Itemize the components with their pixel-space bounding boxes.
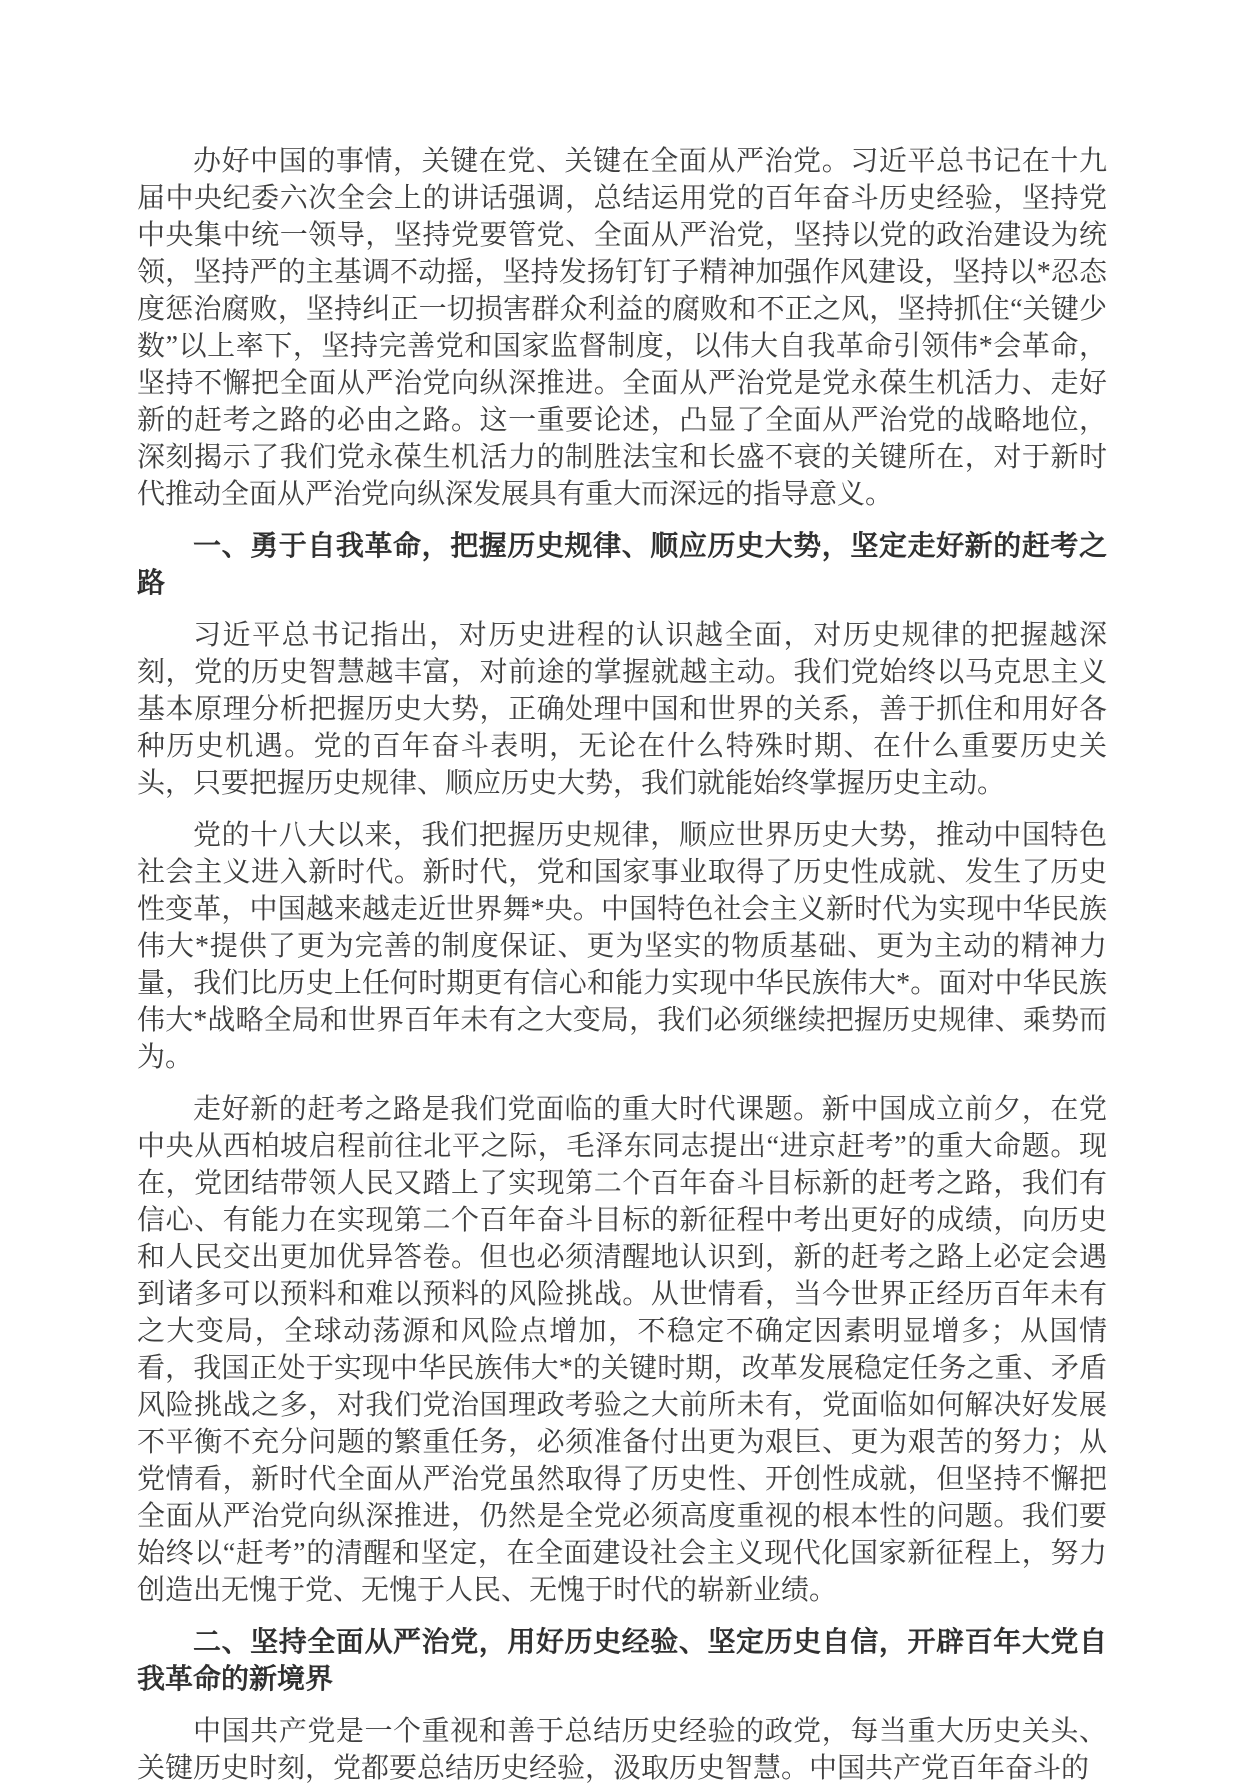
body-paragraph: 走好新的赶考之路是我们党面临的重大时代课题。新中国成立前夕，在党中央从西柏坡启程前往北平之际，毛泽东同志提出“进京赶考”的重大命题。现在，党团结带领人民又踏上了实现第二个百年奋斗目标新的赶考之路，我们有信心、有能力在实现第二个百年奋斗目标的新征程中考出更好的成绩，向历史和人民交出更加优异答卷。但也必须清醒地认识到，新的赶考之路上必定会遇到诸多可以预料和难以预料的风险挑战。从世情看，当今世界正经历百年未有之大变局，全球动荡源和风险点增加，不稳定不确定因素明显增多；从国情看，我国正处于实现中华民族伟大*的关键时期，改革发展稳定任务之重、矛盾风险挑战之多，对我们党治国理政考验之大前所未有，党面临如何解决好发展不平衡不充分问题的繁重任务，必须准备付出更为艰巨、更为艰苦的努力；从党情看，新时代全面从严治党虽然取得了历史性、开创性成就，但坚持不懈把全面从严治党向纵深推进，仍然是全党必须高度重视的根本性的问题。我们要始终以“赶考”的清醒和坚定，在全面建设社会主义现代化国家新征程上，努力创造出无愧于党、无愧于人民、无愧于时代的崭新业绩。 xyxy=(137,1094,1107,1606)
body-paragraph: 习近平总书记指出，对历史进程的认识越全面，对历史规律的把握越深刻，党的历史智慧越丰富，对前途的掌握就越主动。我们党始终以马克思主义基本原理分析把握历史大势，正确处理中国和世界的关系，善于抓住和用好各种历史机遇。党的百年奋斗表明，无论在什么特殊时期、在什么重要历史关头，只要把握历史规律、顺应历史大势，我们就能始终掌握历史主动。 xyxy=(137,620,1107,799)
document-content xyxy=(137,143,1107,1787)
section-heading: 一、勇于自我革命，把握历史规律、顺应历史大势，坚定走好新的赶考之路 xyxy=(137,531,1107,599)
body-paragraph: 办好中国的事情，关键在党、关键在全面从严治党。习近平总书记在十九届中央纪委六次全会上的讲话强调，总结运用党的百年奋斗历史经验，坚持党中央集中统一领导，坚持党要管党、全面从严治党，坚持以党的政治建设为统领，坚持严的主基调不动摇，坚持发扬钉钉子精神加强作风建设，坚持以*忍态度惩治腐败，坚持纠正一切损害群众利益的腐败和不正之风，坚持抓住“关键少数”以上率下，坚持完善党和国家监督制度，以伟大自我革命引领伟*会革命，坚持不懈把全面从严治党向纵深推进。全面从严治党是党永葆生机活力、走好新的赶考之路的必由之路。这一重要论述，凸显了全面从严治党的战略地位，深刻揭示了我们党永葆生机活力的制胜法宝和长盛不衰的关键所在，对于新时代推动全面从严治党向纵深发展具有重大而深远的指导意义。 xyxy=(137,146,1107,510)
body-paragraph: 党的十八大以来，我们把握历史规律，顺应世界历史大势，推动中国特色社会主义进入新时代。新时代，党和国家事业取得了历史性成就、发生了历史性变革，中国越来越走近世界舞*央。中国特色社会主义新时代为实现中华民族伟大*提供了更为完善的制度保证、更为坚实的物质基础、更为主动的精神力量，我们比历史上任何时期更有信心和能力实现中华民族伟大*。面对中华民族伟大*战略全局和世界百年未有之大变局，我们必须继续把握历史规律、乘势而为。 xyxy=(137,820,1107,1073)
section-heading: 二、坚持全面从严治党，用好历史经验、坚定历史自信，开辟百年大党自我革命的新境界 xyxy=(137,1627,1107,1695)
body-paragraph: 中国共产党是一个重视和善于总结历史经验的政党，每当重大历史关头、关键历史时刻，党都要总结历史经验，汲取历史智慧。中国共产党百年奋斗的 xyxy=(137,1716,1107,1784)
